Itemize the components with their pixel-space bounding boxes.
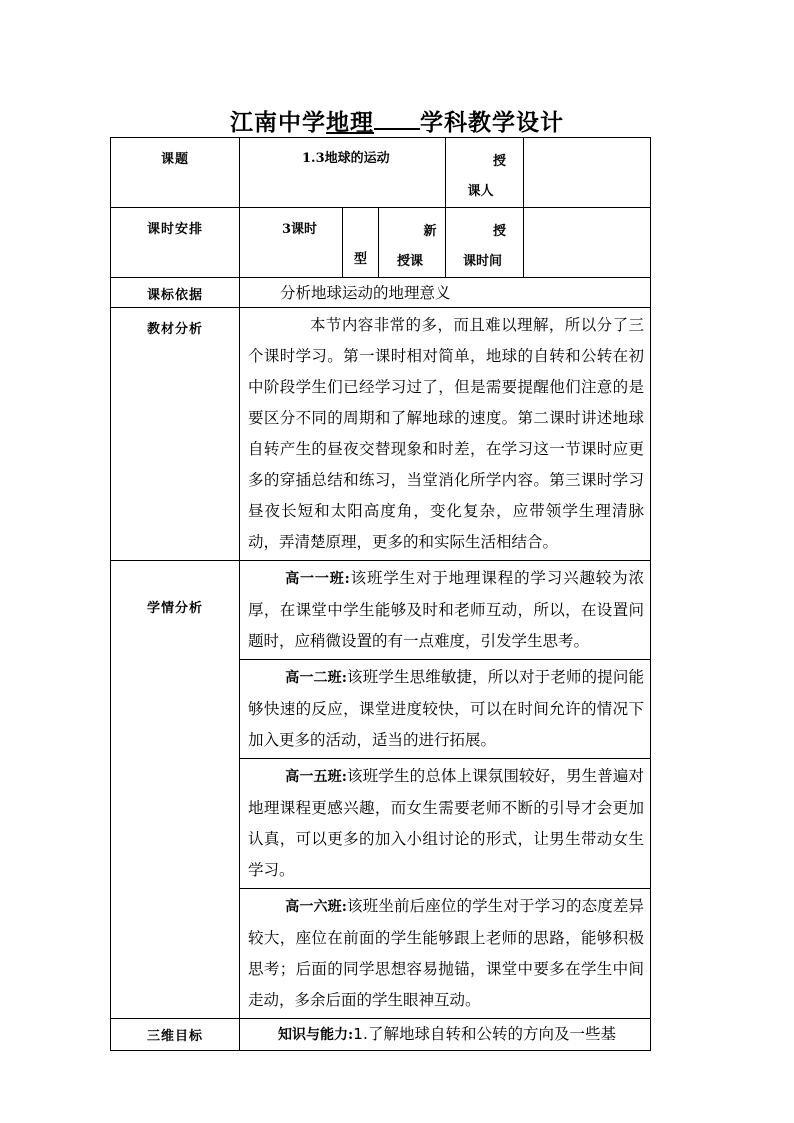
- topic-label: 课题: [111, 138, 240, 208]
- teacher-value: [524, 138, 651, 208]
- schedule-label: 课时安排: [111, 208, 240, 278]
- row-goals: [111, 1019, 651, 1051]
- teacher-label-line1: 授: [493, 154, 507, 169]
- class-entry: [240, 561, 651, 660]
- material-value: 本节内容非常的多，而且难以理解，所以分了三个课时学习。第一课时相对简单，地球的自转和公转在初中阶段学生们已经学习过了，但是需要提醒他们注意的是要区分不同的周期和了解地球的速度。第二课时讲述地球自转产生的昼夜交替现象和时差，在学习这一节课时应更多的穿插总结和练习，当堂消化所学内容。第三课时学习昼夜长短和太阳高度角，变化复杂，应带领学生理清脉动，弄清楚原理，更多的和实际生活相结合。: [240, 308, 651, 561]
- time-label: [446, 208, 524, 278]
- page-title: [0, 104, 794, 137]
- row-material: [111, 308, 651, 561]
- goals-label: 三维目标: [111, 1019, 240, 1051]
- goals-entry: [240, 1019, 651, 1051]
- students-label: 学情分析: [111, 561, 240, 1019]
- class-text: 该班学生思维敏捷，所以对于老师的提问能够快速的反应，课堂进度较快，可以在时间允许的情况下加入更多的活动，适当的进行拓展。: [248, 668, 645, 749]
- class-text: 该班学生对于地理课程的学习兴趣较为浓厚，在课堂中学生能够及时和老师互动，所以，在设置问题时，应稍微设置的有一点难度，引发学生思考。: [248, 569, 645, 650]
- class-name: 高一五班:: [285, 769, 347, 785]
- topic-value: 1.3地球的运动: [240, 138, 446, 208]
- time-value: [524, 208, 651, 278]
- class-entry: [240, 759, 651, 889]
- title-suffix: 学科教学设计: [420, 109, 564, 136]
- class-name: 高一六班:: [285, 899, 347, 915]
- class-entry: [240, 660, 651, 759]
- class-name: 高一二班:: [285, 670, 347, 686]
- teacher-label-line2: 课人: [467, 184, 494, 199]
- title-blank: [374, 110, 420, 130]
- row-topic: [111, 138, 651, 208]
- time-label-line2: 课时间: [463, 254, 503, 269]
- school-name: 江南中学: [230, 109, 326, 136]
- type-value-line1: 新: [423, 224, 437, 239]
- row-students-1: [111, 561, 651, 660]
- type-value: [379, 208, 446, 278]
- row-standard: [111, 278, 651, 308]
- schedule-hours: 3课时: [240, 208, 343, 278]
- row-schedule: [111, 208, 651, 278]
- goals-text: 1.了解地球自转和公转的方向及一些基: [353, 1025, 616, 1043]
- class-text: 该班学生的总体上课氛围较好，男生普遍对地理课程更感兴趣，而女生需要老师不断的引导才会更加认真，可以更多的加入小组讨论的形式，让男生带动女生学习。: [248, 767, 645, 879]
- class-entry: [240, 889, 651, 1019]
- standard-value: 分析地球运动的地理意义: [240, 278, 651, 308]
- goals-lead: 知识与能力:: [278, 1027, 354, 1043]
- class-text: 该班坐前后座位的学生对于学习的态度差异较大，座位在前面的学生能够跟上老师的思路，能够积极思考；后面的同学思想容易抛锚，课堂中要多在学生中间走动，多余后面的学生眼神互动。: [248, 897, 645, 1009]
- type-value-line2: 授课: [397, 254, 424, 269]
- teacher-label: [446, 138, 524, 208]
- standard-label: 课标依据: [111, 278, 240, 308]
- class-name: 高一一班:: [285, 571, 350, 587]
- type-label: 型: [343, 208, 379, 278]
- material-label: 教材分析: [111, 308, 240, 561]
- subject-name: 地理: [326, 109, 374, 136]
- lesson-plan-table: [110, 137, 651, 1051]
- time-label-line1: 授: [493, 224, 507, 239]
